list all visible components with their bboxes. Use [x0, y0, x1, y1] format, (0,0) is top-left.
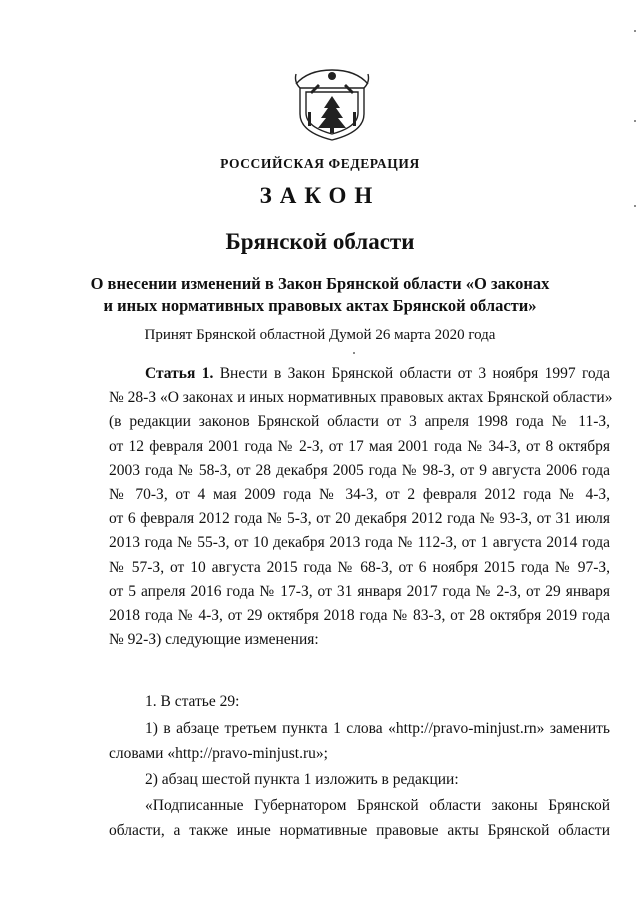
coat-of-arms-emblem — [290, 62, 374, 142]
article-1-line: № 92-З) следующие изменения: — [109, 631, 319, 649]
article-1-line: № 70-З, от 4 мая 2009 года № 34-З, от 2 февраля 2012 года № 4-З, — [109, 486, 610, 504]
item-1: 1. В статье 29: — [145, 693, 240, 710]
article-1-line — [109, 362, 610, 386]
law-subject — [0, 273, 640, 317]
law-subject-line: и иных нормативных правовых актах Брянской области» — [103, 296, 537, 315]
article-1 — [109, 362, 613, 652]
quoted-text — [109, 794, 610, 843]
article-1-line: № 57-З, от 10 августа 2015 года № 68-З, от 6 ноября 2015 года № 97-З, — [109, 558, 610, 576]
quoted-text-line: области, а также иные нормативные правовые акты Брянской области — [109, 821, 610, 839]
scan-speck — [634, 205, 636, 207]
article-1-line: от 6 февраля 2012 года № 5-З, от 20 декабря 2012 года № 93-З, от 31 июля — [109, 510, 610, 528]
scan-speck — [353, 352, 355, 354]
article-1-line: от 12 февраля 2001 года № 2-З, от 17 мая 2001 года № 34-З, от 8 октября — [109, 437, 610, 455]
article-label: Статья 1. — [145, 365, 214, 382]
country-heading: РОССИЙСКАЯ ФЕДЕРАЦИЯ — [220, 156, 420, 171]
region-heading: Брянской области — [225, 229, 415, 254]
scan-speck — [634, 120, 636, 122]
subitem-1-line: словами «http://pravo-minjust.ru»; — [109, 744, 328, 762]
article-1-line: № 28-З «О законах и иных нормативных правовых актах Брянской области» — [109, 389, 613, 407]
article-1-line: 2013 года № 55-З, от 10 декабря 2013 года № 112-З, от 1 августа 2014 года — [109, 534, 610, 552]
article-1-line: 2018 года № 4-З, от 29 октября 2018 года № 83-З, от 28 октября 2019 года — [109, 607, 610, 625]
law-subject-line: О внесении изменений в Закон Брянской области «О законах — [90, 274, 550, 293]
article-1-line: 2003 года № 58-З, от 28 декабря 2005 года № 98-З, от 9 августа 2006 года — [109, 461, 610, 479]
subitem-1 — [109, 717, 610, 766]
article-1-line: (в редакции законов Брянской области от 3 апреля 1998 года № 11-З, — [109, 413, 610, 431]
adoption-date-line: Принят Брянской областной Думой 26 марта 2020 года — [144, 327, 496, 343]
article-1-text: Внести в Закон Брянской области от 3 ноября 1997 года — [219, 365, 610, 382]
subitem-2: 2) абзац шестой пункта 1 изложить в редакции: — [145, 771, 459, 788]
law-title: ЗАКОН — [259, 183, 381, 208]
article-1-line: от 5 апреля 2016 года № 17-З, от 31 января 2017 года № 2-З, от 29 января — [109, 582, 610, 600]
quoted-text-line: «Подписанные Губернатором Брянской области законы Брянской — [145, 797, 610, 814]
scan-speck — [634, 30, 636, 32]
subitem-1-line: 1) в абзаце третьем пункта 1 слова «http://pravo-minjust.rn» заменить — [145, 720, 610, 737]
